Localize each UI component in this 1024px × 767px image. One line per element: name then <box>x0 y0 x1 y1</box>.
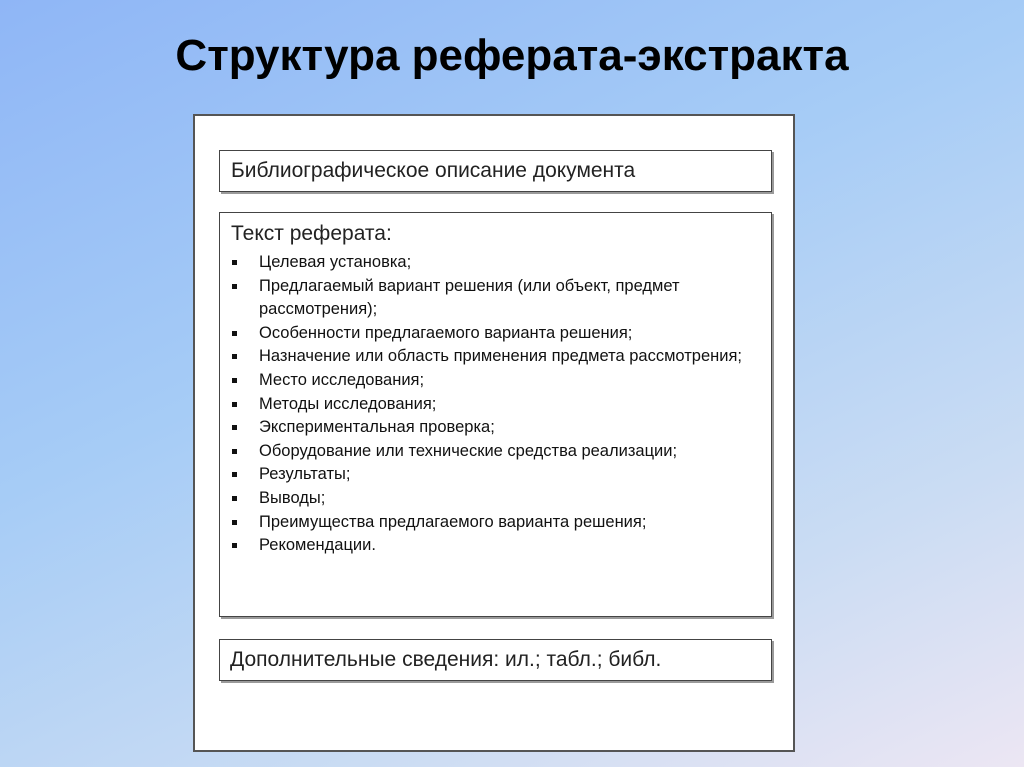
square-bullet-icon <box>230 393 252 417</box>
square-bullet-icon <box>230 369 252 393</box>
list-item <box>230 251 760 275</box>
square-bullet-icon <box>230 275 252 299</box>
bibliographic-description-text: Библиографическое описание документа <box>231 159 636 182</box>
square-bullet-icon <box>230 511 252 535</box>
slide-title: Структура реферата-экстракта <box>175 31 849 80</box>
list-item <box>230 275 760 322</box>
square-bullet-icon <box>230 463 252 487</box>
abstract-text-heading: Текст реферата: <box>231 222 392 245</box>
square-bullet-icon <box>230 534 252 558</box>
list-item <box>230 463 760 487</box>
square-bullet-icon <box>230 440 252 464</box>
list-item <box>230 322 760 346</box>
list-item-text: Особенности предлагаемого варианта решения; <box>259 323 633 342</box>
list-item <box>230 345 760 369</box>
list-item-text: Выводы; <box>259 488 326 507</box>
list-item <box>230 440 760 464</box>
square-bullet-icon <box>230 345 252 369</box>
square-bullet-icon <box>230 322 252 346</box>
list-item-text: Рекомендации. <box>259 536 376 555</box>
list-item <box>230 487 760 511</box>
list-item-text: Экспериментальная проверка; <box>259 418 495 437</box>
abstract-text-box <box>219 212 772 617</box>
additional-info-box <box>219 639 772 681</box>
list-item-text: Результаты; <box>259 465 351 484</box>
abstract-elements-list <box>230 251 760 558</box>
square-bullet-icon <box>230 487 252 511</box>
square-bullet-icon <box>230 251 252 275</box>
list-item-text: Методы исследования; <box>259 394 437 413</box>
list-item <box>230 369 760 393</box>
list-item <box>230 534 760 558</box>
list-item <box>230 511 760 535</box>
list-item <box>230 416 760 440</box>
list-item-text: Место исследования; <box>259 370 425 389</box>
list-item <box>230 393 760 417</box>
square-bullet-icon <box>230 416 252 440</box>
list-item-text: Преимущества предлагаемого варианта решения; <box>259 512 647 531</box>
bibliographic-description-box <box>219 150 772 192</box>
list-item-text: Предлагаемый вариант решения (или объект, предмет рассмотрения); <box>259 276 680 319</box>
additional-info-text: Дополнительные сведения: ил.; табл.; библ. <box>230 648 662 671</box>
list-item-text: Целевая установка; <box>259 253 412 271</box>
list-item-text: Назначение или область применения предмета рассмотрения; <box>259 347 742 366</box>
document-frame <box>193 114 795 752</box>
list-item-text: Оборудование или технические средства реализации; <box>259 441 678 460</box>
